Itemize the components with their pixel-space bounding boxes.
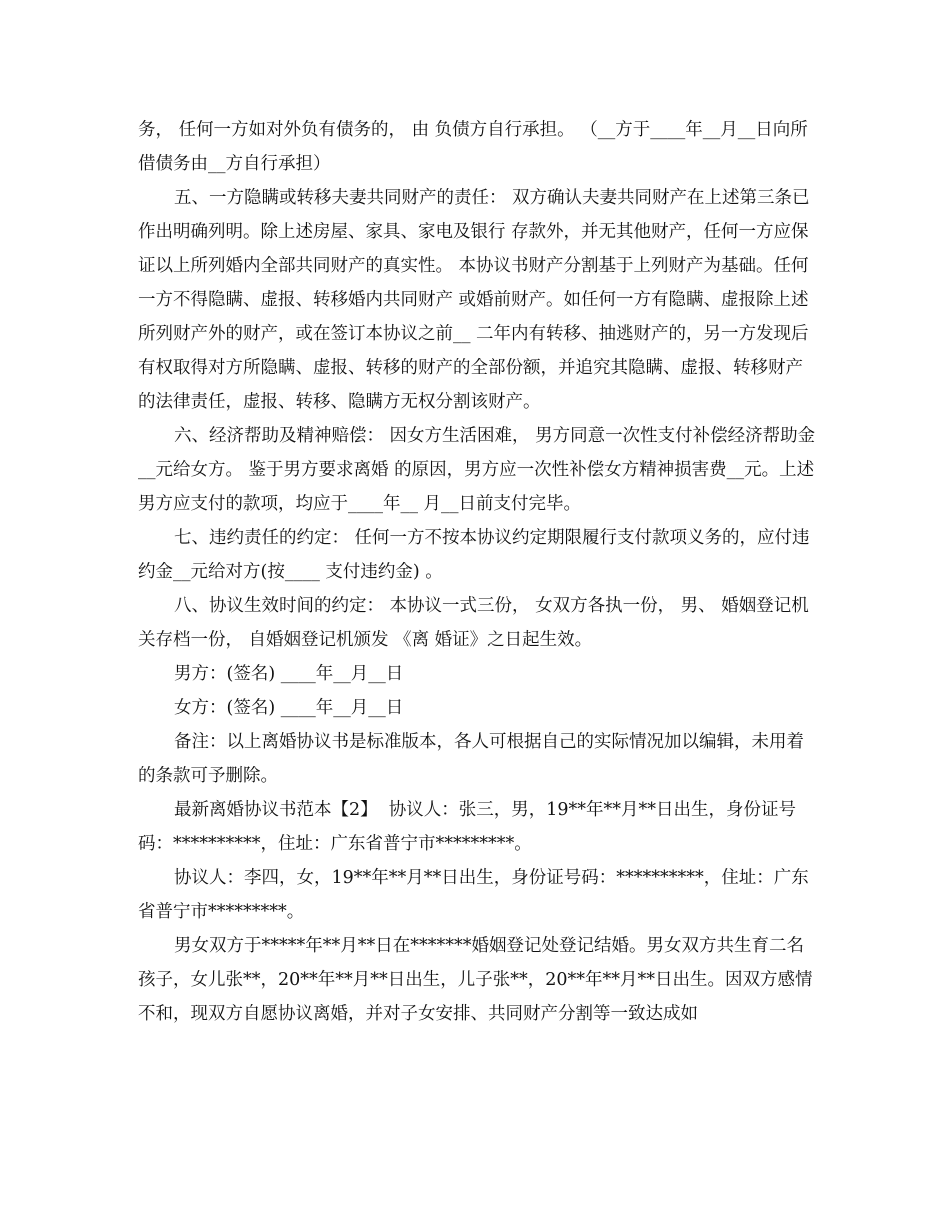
paragraph-party-b: 协议人：李四，女，19**年**月**日出生，身份证号码：**********，住址：广东省普宁市*********。 bbox=[138, 868, 809, 922]
paragraph-clause-8-effective: 八、协议生效时间的约定： 本协议一式三份， 女双方各执一份， 男、 婚姻登记机关存档一份， 自婚姻登记机颁发 《离 婚证》之日起生效。 bbox=[138, 596, 809, 650]
paragraph-clause-5-concealment: 五、一方隐瞒或转移夫妻共同财产的责任： 双方确认夫妻共同财产在上述第三条已作出明确列明。除上述房屋、家具、家电及银行 存款外，并无其他财产，任何一方应保证以上所列婚内全部共同财产的真实性。 本协议书财产分割基于上列财产为基础。任何一方不得隐瞒、虚报、转移婚内共同财产 或婚前财产。如任何一方有隐瞒、虚报除上述所列财产外的财产，或在签订本协议之前__ 二年内有转移、抽逃财产的，另一方发现后有权取得对方所隐瞒、虚报、转移的财产的全部份额，并追究其隐瞒、虚报、转移财产的法律责任，虚报、转移、隐瞒方无权分割该财产。 bbox=[138, 188, 810, 412]
document-body bbox=[138, 113, 818, 1031]
paragraph-clause-7-breach: 七、违约责任的约定： 任何一方不按本协议约定期限履行支付款项义务的，应付违约金__元给对方(按____ 支付违约金) 。 bbox=[138, 528, 810, 582]
paragraph-clause-6-compensation: 六、经济帮助及精神赔偿： 因女方生活困难， 男方同意一次性支付补偿经济帮助金__元给女方。 鉴于男方要求离婚 的原因，男方应一次性补偿女方精神损害费__元。上述男方应支付的款项，均应于____年__ 月__日前支付完毕。 bbox=[138, 426, 816, 514]
signature-line-male: 男方：(签名) ____年__月__日 bbox=[174, 664, 404, 684]
paragraph-marriage-info: 男女双方于*****年**月**日在*******婚姻登记处登记结婚。男女双方共生育二名孩子，女儿张**，20**年**月**日出生，儿子张**，20**年**月**日出生。因双方感情不和，现双方自愿协议离婚，并对子女安排、共同财产分割等一致达成如 bbox=[138, 936, 813, 1024]
paragraph-remark: 备注：以上离婚协议书是标准版本，各人可根据自己的实际情况加以编辑，未用着的条款可予删除。 bbox=[138, 732, 804, 786]
paragraph-debt-continuation: 务， 任何一方如对外负有债务的， 由 负债方自行承担。 （__方于____年__月__日向所借债务由__方自行承担） bbox=[138, 120, 808, 174]
signature-line-female: 女方：(签名) ____年__月__日 bbox=[174, 698, 404, 718]
paragraph-sample-2-party-a: 最新离婚协议书范本【2】 协议人：张三，男，19**年**月**日出生，身份证号码：**********，住址：广东省普宁市*********。 bbox=[138, 800, 797, 854]
